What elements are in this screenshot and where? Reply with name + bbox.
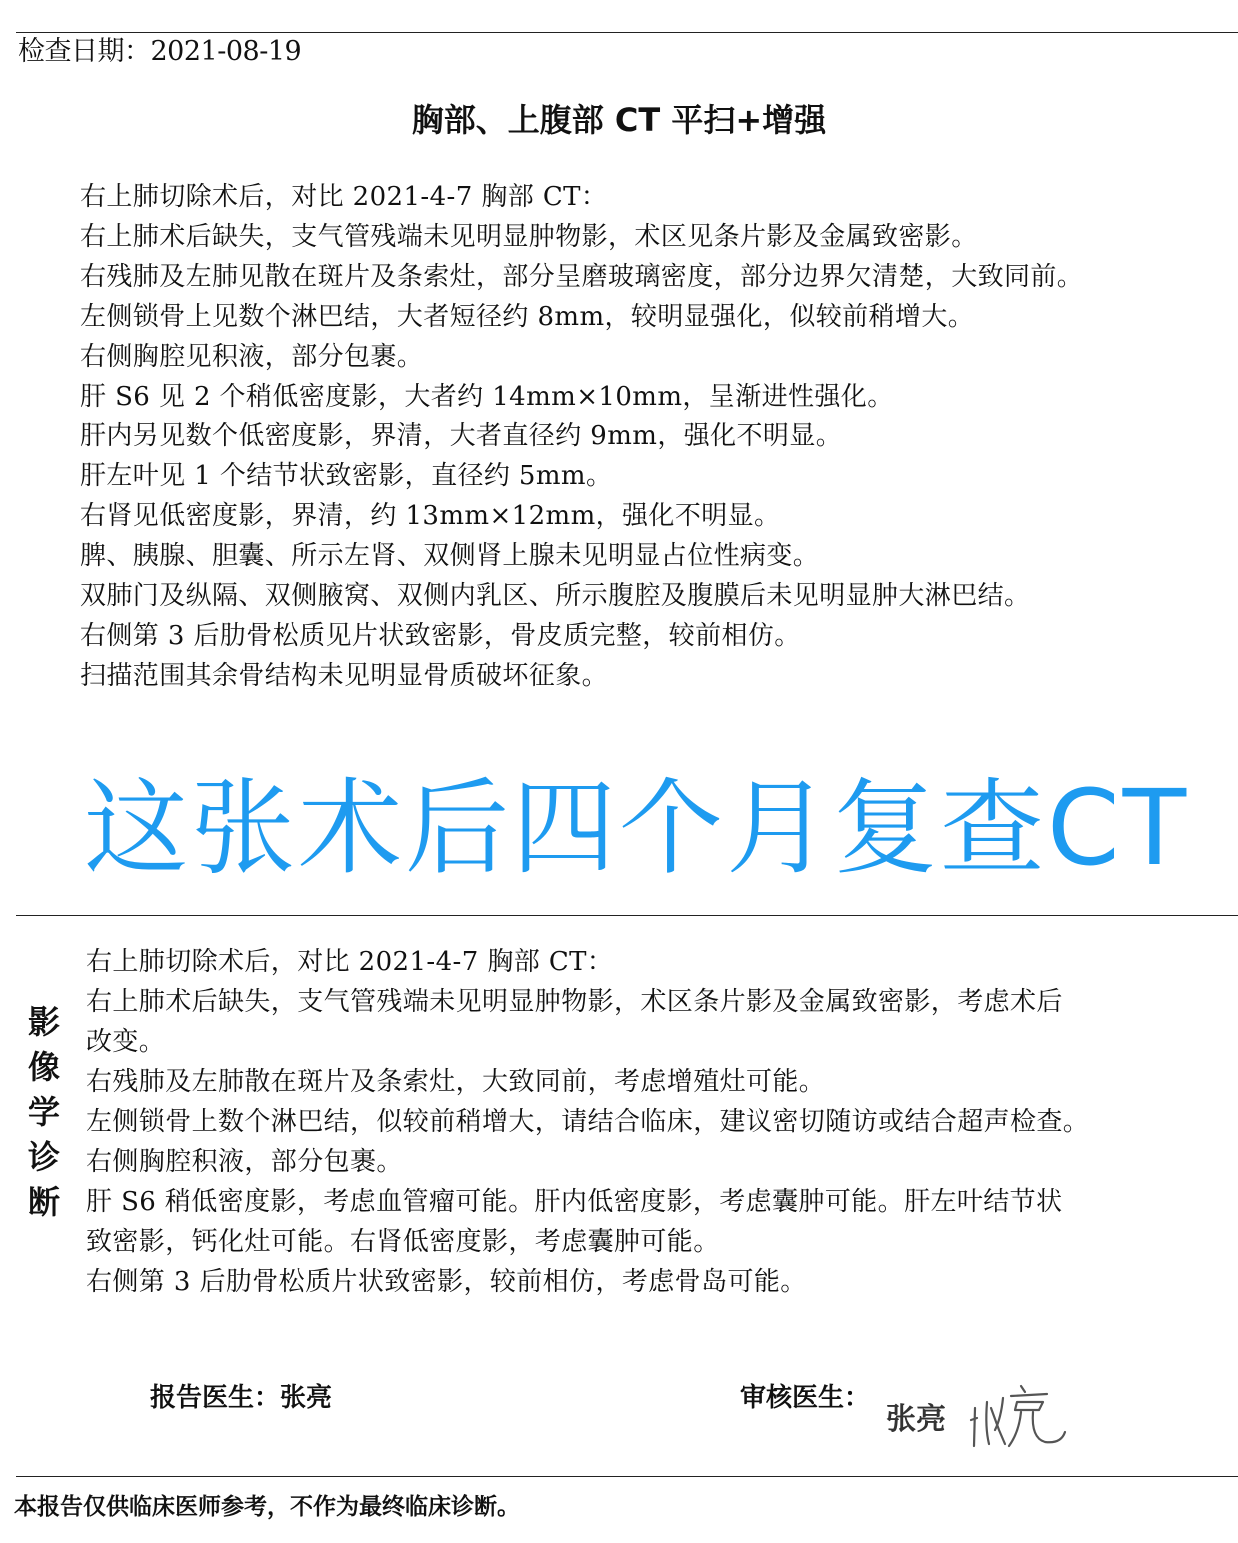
finding-line: 双肺门及纵隔、双侧腋窝、双侧内乳区、所示腹腔及腹膜后未见明显肿大淋巴结。 (80, 581, 1031, 612)
diagnosis-label-char: 诊 (27, 1138, 60, 1176)
diagnosis-label (24, 1000, 64, 1225)
finding-line: 肝 S6 见 2 个稍低密度影，大者约 14mm×10mm，呈渐进性强化。 (80, 381, 894, 412)
finding-line: 左侧锁骨上见数个淋巴结，大者短径约 8mm，较明显强化，似较前稍增大。 (80, 301, 975, 332)
finding-line: 右侧第 3 后肋骨松质见片状致密影，骨皮质完整，较前相仿。 (80, 620, 801, 651)
overlay-annotation: 这张术后四个月复查CT (84, 767, 1190, 889)
finding-line: 扫描范围其余骨结构未见明显骨质破坏征象。 (80, 660, 609, 691)
diagnosis-line: 肝 S6 稍低密度影，考虑血管瘤可能。肝内低密度影，考虑囊肿可能。肝左叶结节状 (86, 1187, 1063, 1217)
diagnosis-label-char: 影 (27, 1003, 60, 1041)
diagnosis-label-char: 学 (27, 1093, 60, 1131)
finding-line: 右残肺及左肺见散在斑片及条索灶，部分呈磨玻璃密度，部分边界欠清楚，大致同前。 (80, 261, 1084, 292)
diagnosis-line: 致密影，钙化灶可能。右肾低密度影，考虑囊肿可能。 (86, 1227, 720, 1257)
diagnosis-section (86, 942, 1226, 1302)
findings-section (80, 178, 1230, 697)
top-divider (16, 32, 1238, 33)
finding-line: 肝左叶见 1 个结节状致密影，直径约 5mm。 (80, 461, 613, 492)
report-title: 胸部、上腹部 CT 平扫+增强 (411, 101, 827, 139)
finding-line: 右上肺切除术后，对比 2021-4-7 胸部 CT： (80, 182, 608, 212)
finding-line: 肝内另见数个低密度影，界清，大者直径约 9mm，强化不明显。 (80, 421, 843, 452)
finding-line: 右侧胸腔见积液，部分包裹。 (80, 341, 424, 372)
diagnosis-label-char: 像 (27, 1048, 60, 1086)
disclaimer: 本报告仅供临床医师参考，不作为最终临床诊断。 (14, 1494, 520, 1520)
diagnosis-line: 右上肺切除术后，对比 2021-4-7 胸部 CT： (86, 947, 614, 977)
finding-line: 右肾见低密度影，界清，约 13mm×12mm，强化不明显。 (80, 501, 781, 532)
exam-date: 检查日期：2021-08-19 (18, 36, 302, 67)
reviewer-name: 张亮 (886, 1402, 946, 1437)
diagnosis-line: 右上肺术后缺失，支气管残端未见明显肿物影，术区条片影及金属致密影，考虑术后 (86, 987, 1063, 1017)
finding-line: 脾、胰腺、胆囊、所示左肾、双侧肾上腺未见明显占位性病变。 (80, 541, 820, 572)
report-doctor: 报告医生：张亮 (150, 1383, 333, 1413)
diagnosis-line: 右侧第 3 后肋骨松质片状致密影，较前相仿，考虑骨岛可能。 (86, 1267, 807, 1297)
diagnosis-line: 右残肺及左肺散在斑片及条索灶，大致同前，考虑增殖灶可能。 (86, 1067, 826, 1097)
diagnosis-line: 改变。 (86, 1027, 166, 1057)
reviewer-label: 审核医生： (740, 1383, 871, 1413)
handwritten-signature (965, 1378, 1075, 1458)
footer-divider (16, 1476, 1238, 1477)
section-divider (16, 915, 1238, 916)
diagnosis-line: 右侧胸腔积液，部分包裹。 (86, 1147, 403, 1177)
diagnosis-line: 左侧锁骨上数个淋巴结，似较前稍增大，请结合临床，建议密切随访或结合超声检查。 (86, 1107, 1090, 1137)
finding-line: 右上肺术后缺失，支气管残端未见明显肿物影，术区见条片影及金属致密影。 (80, 221, 978, 252)
diagnosis-label-char: 断 (27, 1183, 60, 1221)
